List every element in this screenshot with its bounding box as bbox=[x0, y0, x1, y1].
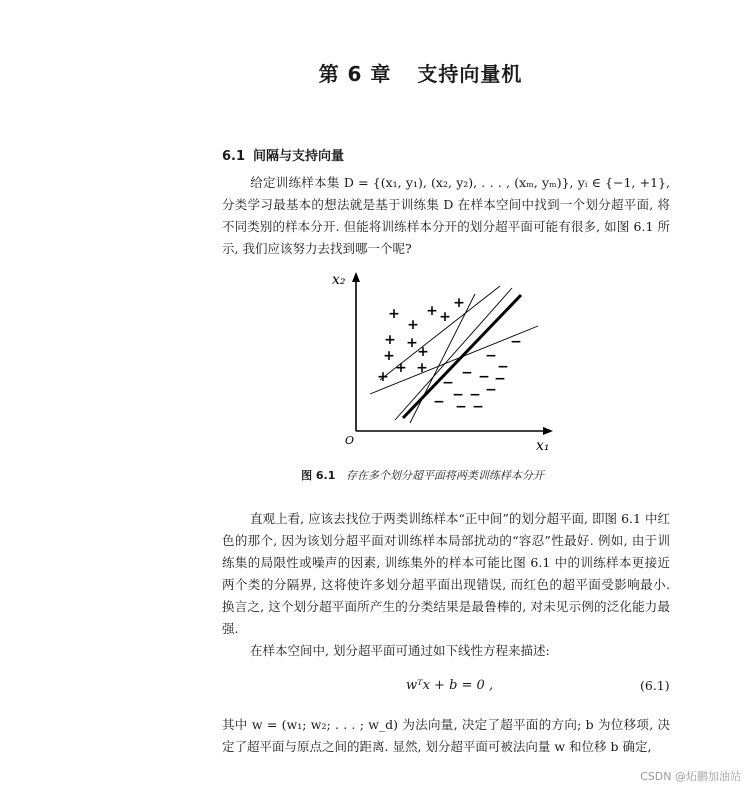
x-axis-label: x₁ bbox=[536, 438, 550, 454]
positive-sample: + bbox=[439, 309, 451, 325]
positive-sample: + bbox=[426, 303, 438, 319]
paragraph-4 bbox=[222, 714, 670, 758]
figure-caption-label: 图 6.1 bbox=[301, 469, 336, 482]
section-number: 6.1 bbox=[222, 149, 246, 164]
positive-sample: + bbox=[377, 369, 389, 385]
negative-sample: − bbox=[455, 399, 467, 415]
negative-sample: − bbox=[469, 387, 481, 403]
negative-sample: − bbox=[433, 394, 445, 410]
chapter-title bbox=[0, 58, 751, 87]
negative-sample: − bbox=[472, 399, 484, 415]
paragraph-3 bbox=[222, 640, 670, 662]
section-name: 间隔与支持向量 bbox=[253, 149, 345, 164]
figure-6-1 bbox=[320, 268, 560, 458]
y-axis-label: x₂ bbox=[332, 272, 346, 288]
negative-sample: − bbox=[485, 382, 497, 398]
paragraph-4-text: 其中 w = (w₁; w₂; . . . ; w_d) 为法向量, 决定了超平面的方向; b 为位移项, 决定了超平面与原点之间的距离. 显然, 划分超平面可被法向量 w 和位移 b 确定, bbox=[222, 717, 670, 754]
positive-sample: + bbox=[388, 306, 400, 322]
chapter-number: 第 6 章 bbox=[318, 62, 392, 86]
negative-sample: − bbox=[510, 334, 522, 350]
positive-sample: + bbox=[453, 295, 465, 311]
negative-sample: − bbox=[494, 371, 506, 387]
negative-sample: − bbox=[478, 369, 490, 385]
figure-caption-text: 存在多个划分超平面将两类训练样本分开 bbox=[345, 469, 544, 482]
positive-sample: + bbox=[407, 317, 419, 333]
positive-sample: + bbox=[383, 348, 395, 364]
watermark: CSDN @炻鹏加油站 bbox=[640, 770, 741, 783]
figure-plot bbox=[320, 268, 560, 458]
origin-label: O bbox=[345, 434, 355, 447]
negative-sample: − bbox=[461, 365, 473, 381]
negative-samples bbox=[433, 334, 522, 415]
chapter-name: 支持向量机 bbox=[417, 62, 523, 86]
negative-sample: − bbox=[485, 348, 497, 364]
paragraph-2 bbox=[222, 508, 670, 640]
equation-6-1: wᵀx + b = 0 , bbox=[406, 678, 494, 693]
equation-number: (6.1) bbox=[640, 678, 670, 693]
paragraph-1 bbox=[222, 172, 670, 260]
positive-sample: + bbox=[416, 360, 428, 376]
figure-caption bbox=[0, 467, 751, 483]
positive-sample: + bbox=[384, 332, 396, 348]
negative-sample: − bbox=[452, 387, 464, 403]
positive-sample: + bbox=[417, 344, 429, 360]
negative-sample: − bbox=[442, 375, 454, 391]
x-axis-arrow bbox=[543, 427, 553, 435]
paragraph-1-text: 给定训练样本集 D = {(x₁, y₁), (x₂, y₂), . . . , (xₘ, yₘ)}, yᵢ ∈ {−1, +1}, 分类学习最基本的想法就是基于训练集 D 在样本空间中找到一个划分超平面, 将不同类别的样本分开. 但能将训练样本分开的划分超平面可能有很多, 如图 6.1 所示, 我们应该努力去找到哪一个呢? bbox=[222, 175, 670, 256]
positive-sample: + bbox=[395, 360, 407, 376]
negative-sample: − bbox=[497, 359, 509, 375]
y-axis-arrow bbox=[352, 272, 360, 282]
positive-sample: + bbox=[406, 335, 418, 351]
paragraph-3-text: 在样本空间中, 划分超平面可通过如下线性方程来描述: bbox=[250, 643, 550, 658]
paragraph-2-text: 直观上看, 应该去找位于两类训练样本“正中间”的划分超平面, 即图 6.1 中红色的那个, 因为该划分超平面对训练样本局部扰动的“容忍”性最好. 例如, 由于训练集的局限性或噪声的因素, 训练集外的样本可能比图 6.1 中的训练样本更接近两个类的分隔界, 这将使许多划分超平面出现错误, 而红色的超平面受影响最小. 换言之, 这个划分超平面所产生的分类结果是最鲁棒的, 对未见示例的泛化能力最强. bbox=[222, 511, 670, 636]
section-title bbox=[222, 145, 344, 164]
